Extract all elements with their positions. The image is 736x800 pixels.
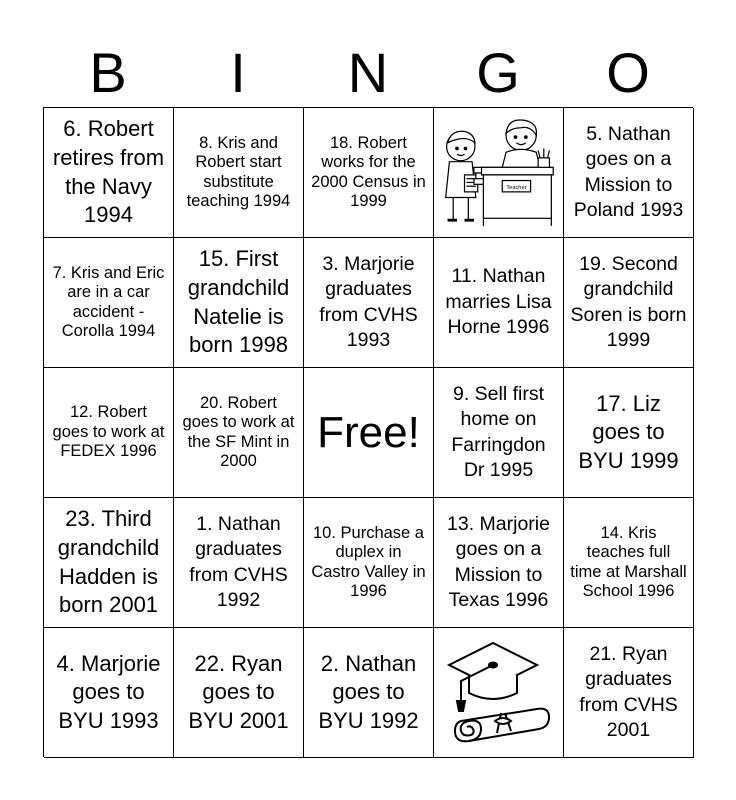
bingo-cell[interactable] (174, 108, 304, 238)
cell-text: 7. Kris and Eric are in a car accident - Corolla 1994 (52, 263, 165, 340)
cell-text: 21. Ryan graduates from CVHS 2001 (579, 642, 678, 741)
graduation-cap-diploma-icon (441, 635, 557, 751)
bingo-cell[interactable] (304, 238, 434, 368)
bingo-cell[interactable] (564, 108, 694, 238)
bingo-cell[interactable] (434, 368, 564, 498)
cell-text: 15. First grandchild Natelie is born 1998 (187, 246, 290, 358)
cell-text: 12. Robert goes to work at FEDEX 1996 (52, 403, 165, 461)
cell-text: 9. Sell first home on Farringdon Dr 1995 (451, 382, 546, 481)
bingo-cell[interactable] (434, 238, 564, 368)
teacher-students-icon (440, 111, 557, 235)
bingo-cell[interactable] (44, 498, 174, 628)
cell-text: 19. Second grandchild Soren is born 1999 (570, 252, 687, 351)
bingo-card (43, 107, 693, 757)
bingo-header (43, 40, 693, 106)
cell-text: 20. Robert goes to work at the SF Mint in 2000 (182, 393, 295, 470)
bingo-cell[interactable] (434, 498, 564, 628)
bingo-cell[interactable] (174, 628, 304, 758)
cell-text: 2. Nathan goes to BYU 1992 (318, 650, 419, 733)
bingo-cell[interactable] (174, 368, 304, 498)
header-letter-n: N (347, 41, 389, 104)
cell-text: 23. Third grandchild Hadden is born 2001 (57, 506, 160, 618)
header-letter-b: B (89, 41, 127, 104)
free-space-cell[interactable] (304, 368, 434, 498)
bingo-cell[interactable] (564, 368, 694, 498)
cell-text: 6. Robert retires from the Navy 1994 (52, 116, 165, 228)
bingo-cell[interactable] (174, 498, 304, 628)
bingo-cell[interactable] (174, 238, 304, 368)
free-space-text: Free! (317, 407, 420, 457)
header-letter-o: O (606, 41, 650, 104)
cell-text: 1. Nathan graduates from CVHS 1992 (189, 512, 288, 611)
cell-text: 18. Robert works for the 2000 Census in 1999 (311, 133, 426, 210)
bingo-cell[interactable] (44, 108, 174, 238)
bingo-cell[interactable] (434, 108, 564, 238)
cell-text: 14. Kris teaches full time at Marshall School 1996 (570, 523, 687, 600)
bingo-cell[interactable] (44, 628, 174, 758)
cell-text: 8. Kris and Robert start substitute teaching 1994 (186, 133, 291, 210)
bingo-cell[interactable] (564, 498, 694, 628)
cell-text: 11. Nathan marries Lisa Horne 1996 (445, 265, 552, 339)
cell-text: 3. Marjorie graduates from CVHS 1993 (319, 252, 418, 351)
header-letter-i: I (230, 41, 246, 104)
cell-text: 22. Ryan goes to BYU 2001 (188, 650, 289, 733)
bingo-cell[interactable] (564, 628, 694, 758)
bingo-cell[interactable] (434, 628, 564, 758)
teacher-sign-text: Teacher (506, 184, 527, 191)
cell-text: 5. Nathan goes on a Mission to Poland 1993 (573, 122, 684, 221)
cell-text: 17. Liz goes to BYU 1999 (578, 390, 679, 473)
cell-text: 4. Marjorie goes to BYU 1993 (56, 650, 161, 733)
cell-text: 10. Purchase a duplex in Castro Valley in 1996 (311, 523, 426, 600)
bingo-cell[interactable] (564, 238, 694, 368)
bingo-cell[interactable] (304, 108, 434, 238)
cell-text: 13. Marjorie goes on a Mission to Texas 1996 (447, 512, 550, 611)
bingo-cell[interactable] (44, 238, 174, 368)
bingo-cell[interactable] (304, 498, 434, 628)
bingo-cell[interactable] (44, 368, 174, 498)
bingo-cell[interactable] (304, 628, 434, 758)
header-letter-g: G (476, 41, 520, 104)
